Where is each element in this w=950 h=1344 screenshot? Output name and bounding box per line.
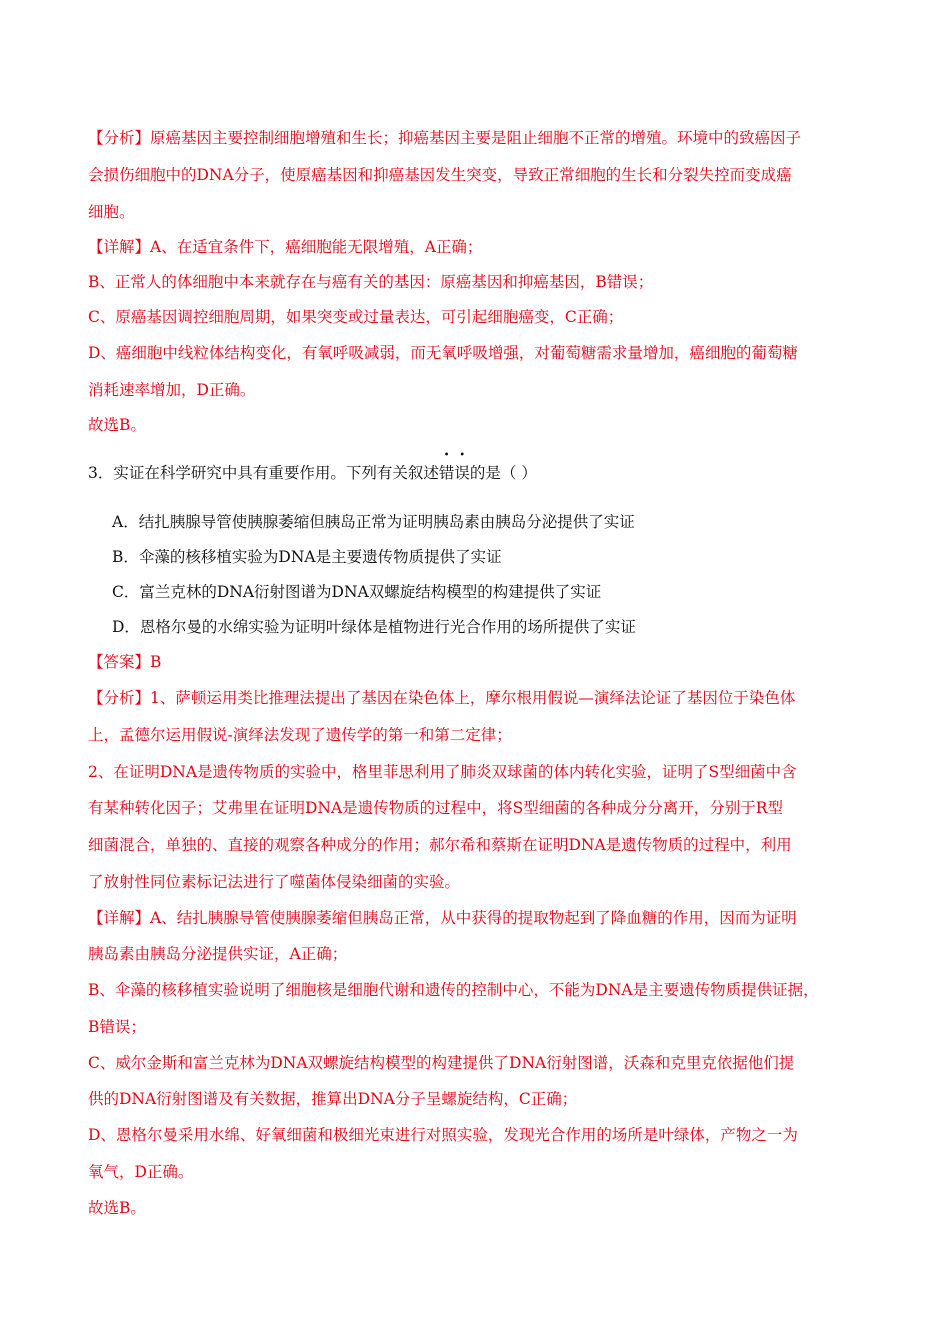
detail3-line7: D、恩格尔曼采用水绵、好氧细菌和极细光束进行对照实验，发现光合作用的场所是叶绿体，产物之一为 (88, 1126, 798, 1144)
analysis3-line6: 了放射性同位素标记法进行了噬菌体侵染细菌的实验。 (88, 873, 461, 891)
analysis1-line1: 【分析】原癌基因主要控制细胞增殖和生长；抑癌基因主要是阻止细胞不正常的增殖。环境中的致癌因子 (88, 129, 802, 147)
analysis3-line5: 细菌混合，单独的、直接的观察各种成分的作用；郝尔希和蔡斯在证明DNA是遗传物质的过程中，利用 (88, 836, 792, 854)
answer3: 【答案】B (88, 653, 162, 671)
option-a: A．结扎胰腺导管使胰腺萎缩但胰岛正常为证明胰岛素由胰岛分泌提供了实证 (112, 513, 635, 531)
detail3-line8: 氧气，D正确。 (88, 1163, 194, 1181)
analysis1-line2: 会损伤细胞中的DNA分子，使原癌基因和抑癌基因发生突变，导致正常细胞的生长和分裂失控而变成癌 (88, 166, 792, 184)
question3-stem-after: 的是（ ） (469, 464, 537, 482)
detail1-conclusion: 故选B。 (88, 416, 146, 434)
option-d: D．恩格尔曼的水绵实验为证明叶绿体是植物进行光合作用的场所提供了实证 (112, 618, 636, 636)
option-b: B．伞藻的核移植实验为DNA是主要遗传物质提供了实证 (112, 548, 502, 566)
detail3-line4: B错误； (88, 1018, 146, 1036)
detail3-line6: 供的DNA衍射图谱及有关数据，推算出DNA分子呈螺旋结构，C正确； (88, 1090, 578, 1108)
detail3-conclusion: 故选B。 (88, 1199, 146, 1217)
question3-stem (88, 463, 868, 483)
detail3-line1: 【详解】A、结扎胰腺导管使胰腺萎缩但胰岛正常，从中获得的提取物起到了降血糖的作用，因而为证明 (88, 909, 797, 927)
question3-stem-before: 3．实证在科学研究中具有重要作用。下列有关叙述 (88, 464, 439, 482)
analysis1-line3: 细胞。 (88, 203, 135, 221)
analysis3-line4: 有某种转化因子；艾弗里在证明DNA是遗传物质的过程中，将S型细菌的各种成分分离开，分别于R型 (88, 799, 783, 817)
emphasis-char-1: 错 (438, 464, 455, 482)
detail3-line3: B、伞藻的核移植实验说明了细胞核是细胞代谢和遗传的控制中心，不能为DNA是主要遗传物质提供证据， (88, 981, 819, 999)
detail3-line2: 胰岛素由胰岛分泌提供实证，A正确； (88, 945, 348, 963)
detail1-line3: C、原癌基因调控细胞周期，如果突变或过量表达，可引起细胞癌变，C正确； (88, 308, 624, 326)
option-c: C．富兰克林的DNA衍射图谱为DNA双螺旋结构模型的构建提供了实证 (112, 583, 602, 601)
analysis3-line2: 上，孟德尔运用假说-演绎法发现了遗传学的第一和第二定律； (88, 726, 512, 744)
detail1-line4: D、癌细胞中线粒体结构变化，有氧呼吸减弱，而无氧呼吸增强，对葡萄糖需求量增加，癌细胞的葡萄糖 (88, 344, 798, 362)
detail3-line5: C、威尔金斯和富兰克林为DNA双螺旋结构模型的构建提供了DNA衍射图谱，沃森和克里克依据他们提 (88, 1054, 795, 1072)
detail1-line1: 【详解】A、在适宜条件下，癌细胞能无限增殖，A正确； (88, 238, 483, 256)
detail1-line5: 消耗速率增加，D正确。 (88, 381, 256, 399)
detail1-line2: B、正常人的体细胞中本来就存在与癌有关的基因：原癌基因和抑癌基因，B错误； (88, 273, 654, 291)
analysis3-line1: 【分析】1、萨顿运用类比推理法提出了基因在染色体上，摩尔根用假说—演绎法论证了基因位于染色体 (88, 689, 796, 707)
analysis3-line3: 2、在证明DNA是遗传物质的实验中，格里菲思利用了肺炎双球菌的体内转化实验，证明了S型细菌中含 (88, 763, 797, 781)
emphasis-char-2: 误 (454, 464, 470, 482)
